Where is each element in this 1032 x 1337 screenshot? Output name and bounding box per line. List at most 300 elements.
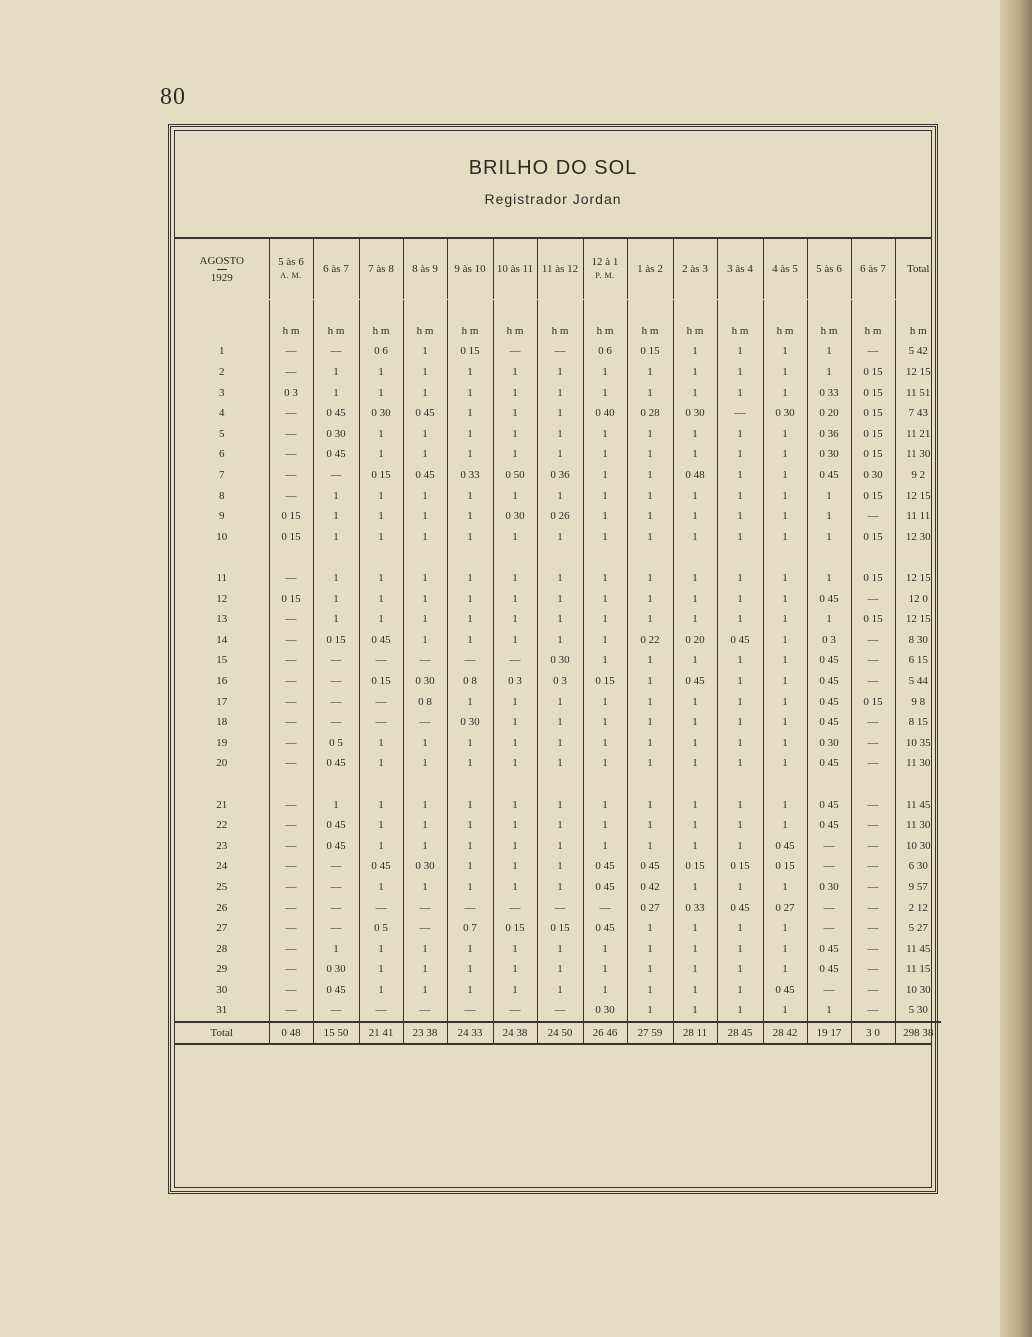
- hour-cell: 0 30: [447, 712, 493, 733]
- units-cell: h m: [673, 321, 717, 342]
- hour-cell: 1: [763, 794, 807, 815]
- month-dash: [217, 269, 227, 270]
- hour-cell: —: [313, 691, 359, 712]
- hour-cell: 1: [673, 753, 717, 774]
- hour-cell: 1: [627, 712, 673, 733]
- hour-cell: 1: [627, 1000, 673, 1022]
- table-row: [175, 691, 941, 712]
- hour-cell: 1: [403, 877, 447, 898]
- hour-cell: 1: [537, 630, 583, 651]
- table-row: [175, 444, 941, 465]
- hour-cell: 1: [673, 382, 717, 403]
- hour-cell: —: [851, 794, 895, 815]
- hour-cell: 1: [313, 794, 359, 815]
- hour-cell: —: [493, 1000, 537, 1022]
- table-row: [175, 424, 941, 445]
- column-header: [583, 239, 627, 300]
- hour-cell: 0 45: [807, 815, 851, 836]
- hour-cell: 1: [447, 444, 493, 465]
- hour-cell: 0 15: [673, 856, 717, 877]
- spacer-cell: [175, 547, 269, 568]
- hour-cell: 1: [359, 444, 403, 465]
- spacer-cell: [807, 774, 851, 795]
- spacer-cell: [493, 300, 537, 321]
- total-cell: 23 38: [403, 1022, 447, 1044]
- hour-cell: 1: [583, 980, 627, 1001]
- hour-cell: —: [269, 671, 313, 692]
- column-header-label: 4 às 5: [772, 262, 798, 275]
- row-total-cell: 2 12: [895, 897, 941, 918]
- spacer-cell: [313, 300, 359, 321]
- day-cell: 16: [216, 674, 228, 687]
- day-cell: 13: [216, 613, 228, 626]
- row-total-cell: 12 30: [895, 527, 941, 548]
- hour-cell: 1: [807, 362, 851, 383]
- hour-cell: —: [807, 980, 851, 1001]
- hour-cell: 1: [537, 959, 583, 980]
- hour-cell: 1: [673, 980, 717, 1001]
- hour-cell: —: [807, 835, 851, 856]
- hour-cell: 1: [359, 980, 403, 1001]
- hour-cell: 1: [493, 382, 537, 403]
- hour-cell: —: [269, 897, 313, 918]
- units-cell: h m: [763, 321, 807, 342]
- day-cell: 1: [219, 345, 225, 358]
- hour-cell: —: [807, 897, 851, 918]
- hour-cell: 0 45: [807, 671, 851, 692]
- hour-cell: —: [447, 650, 493, 671]
- hour-cell: 1: [807, 341, 851, 362]
- hour-cell: 1: [537, 403, 583, 424]
- spacer-cell: [673, 547, 717, 568]
- hour-cell: 0 45: [807, 650, 851, 671]
- hour-cell: —: [269, 712, 313, 733]
- hour-cell: 1: [493, 609, 537, 630]
- hour-cell: 1: [403, 630, 447, 651]
- column-header-label: 8 às 9: [412, 262, 438, 275]
- hour-cell: 0 45: [583, 918, 627, 939]
- hour-cell: 0 3: [537, 671, 583, 692]
- hour-cell: —: [851, 1000, 895, 1022]
- hour-cell: 0 27: [627, 897, 673, 918]
- hour-cell: 1: [717, 835, 763, 856]
- row-total-cell: 11 11: [895, 506, 941, 527]
- hour-cell: 0 6: [583, 341, 627, 362]
- table-row: [175, 527, 941, 548]
- table-row: [175, 382, 941, 403]
- hour-cell: —: [851, 588, 895, 609]
- hour-cell: 1: [359, 506, 403, 527]
- table-title: BRILHO DO SOL: [468, 157, 638, 179]
- spacer-cell: [673, 774, 717, 795]
- year-label: 1929: [210, 271, 233, 284]
- total-cell: 15 50: [313, 1022, 359, 1044]
- hour-cell: 1: [673, 815, 717, 836]
- hour-cell: 0 40: [583, 403, 627, 424]
- hour-cell: 0 36: [807, 424, 851, 445]
- hour-cell: 1: [403, 980, 447, 1001]
- day-cell: 23: [216, 839, 228, 852]
- hour-cell: 0 3: [807, 630, 851, 651]
- hour-cell: 0 45: [313, 835, 359, 856]
- hour-cell: 1: [403, 794, 447, 815]
- sunshine-table: [175, 239, 941, 1043]
- hour-cell: 1: [627, 732, 673, 753]
- hour-cell: 1: [359, 959, 403, 980]
- hour-cell: 1: [627, 959, 673, 980]
- hour-cell: 1: [673, 341, 717, 362]
- hour-cell: 0 42: [627, 877, 673, 898]
- hour-cell: —: [269, 650, 313, 671]
- hour-cell: —: [807, 856, 851, 877]
- spacer-cell: [583, 300, 627, 321]
- column-header-label: 1 às 2: [637, 262, 663, 275]
- hour-cell: 0 20: [807, 403, 851, 424]
- hour-cell: —: [313, 465, 359, 486]
- hour-cell: —: [851, 938, 895, 959]
- hour-cell: —: [269, 485, 313, 506]
- row-total-cell: 11 15: [895, 959, 941, 980]
- hour-cell: 1: [763, 588, 807, 609]
- hour-cell: 1: [763, 650, 807, 671]
- hour-cell: 1: [447, 794, 493, 815]
- units-cell: h m: [359, 321, 403, 342]
- hour-cell: 1: [447, 938, 493, 959]
- hour-cell: 1: [627, 980, 673, 1001]
- hour-cell: —: [493, 897, 537, 918]
- hour-cell: 1: [493, 938, 537, 959]
- spacer-cell: [807, 300, 851, 321]
- hour-cell: 1: [313, 362, 359, 383]
- hour-cell: 1: [627, 568, 673, 589]
- table-row: [175, 959, 941, 980]
- spacer-cell: [763, 300, 807, 321]
- spacer-cell: [447, 774, 493, 795]
- spacer-cell: [851, 300, 895, 321]
- hour-cell: 0 30: [403, 671, 447, 692]
- column-header-label: 10 às 11: [496, 262, 534, 275]
- column-header: [313, 239, 359, 300]
- hour-cell: 0 26: [537, 506, 583, 527]
- hour-cell: —: [313, 877, 359, 898]
- month-label: AGOSTO: [199, 254, 244, 267]
- total-cell: 0 48: [269, 1022, 313, 1044]
- hour-cell: 1: [447, 403, 493, 424]
- hour-cell: 0 45: [627, 856, 673, 877]
- hour-cell: 1: [447, 527, 493, 548]
- table-row: [175, 465, 941, 486]
- hour-cell: 1: [717, 938, 763, 959]
- hour-cell: 1: [403, 732, 447, 753]
- row-total-cell: 9 57: [895, 877, 941, 898]
- hour-cell: 1: [583, 444, 627, 465]
- row-total-cell: 11 30: [895, 753, 941, 774]
- hour-cell: 0 48: [673, 465, 717, 486]
- hour-cell: 0 45: [807, 712, 851, 733]
- hour-cell: —: [717, 403, 763, 424]
- hour-cell: 0 15: [851, 444, 895, 465]
- hour-cell: 1: [583, 485, 627, 506]
- day-cell: 14: [216, 633, 228, 646]
- hour-cell: 1: [493, 794, 537, 815]
- hour-cell: 1: [583, 630, 627, 651]
- day-cell: 29: [216, 963, 228, 976]
- hour-cell: 1: [537, 527, 583, 548]
- hour-cell: 0 30: [807, 877, 851, 898]
- hour-cell: 1: [493, 877, 537, 898]
- column-header-label: 6 às 7: [860, 262, 886, 275]
- day-cell: 24: [216, 860, 228, 873]
- column-header-label: 7 às 8: [368, 262, 394, 275]
- hour-cell: 0 8: [403, 691, 447, 712]
- hour-cell: 0 27: [763, 897, 807, 918]
- hour-cell: —: [583, 897, 627, 918]
- row-total-cell: 11 30: [895, 815, 941, 836]
- total-cell: 3 0: [851, 1022, 895, 1044]
- hour-cell: 1: [537, 980, 583, 1001]
- total-cell: 28 42: [763, 1022, 807, 1044]
- hour-cell: 0 15: [493, 918, 537, 939]
- hour-cell: 0 6: [359, 341, 403, 362]
- units-cell: h m: [895, 321, 941, 342]
- hour-cell: 1: [763, 815, 807, 836]
- total-cell: 298 38: [895, 1022, 941, 1044]
- hour-cell: 1: [717, 918, 763, 939]
- hour-cell: —: [359, 897, 403, 918]
- day-cell: 5: [219, 427, 225, 440]
- hour-cell: 1: [403, 588, 447, 609]
- hour-cell: 0 45: [763, 980, 807, 1001]
- hour-cell: 1: [673, 918, 717, 939]
- hour-cell: 1: [447, 856, 493, 877]
- hour-cell: 1: [537, 753, 583, 774]
- table-row: [175, 650, 941, 671]
- hour-cell: 1: [717, 1000, 763, 1022]
- column-header: [851, 239, 895, 300]
- hour-cell: 1: [717, 671, 763, 692]
- hour-cell: 1: [583, 753, 627, 774]
- hour-cell: 1: [537, 691, 583, 712]
- hour-cell: —: [269, 424, 313, 445]
- hour-cell: 1: [359, 527, 403, 548]
- hour-cell: 0 33: [447, 465, 493, 486]
- spacer-cell: [403, 774, 447, 795]
- spacer-cell: [627, 547, 673, 568]
- spacer-cell: [269, 774, 313, 795]
- table-footer-area: [175, 1043, 931, 1163]
- hour-cell: —: [359, 1000, 403, 1022]
- hour-cell: 1: [537, 568, 583, 589]
- hour-cell: 1: [673, 959, 717, 980]
- units-cell-empty: [175, 321, 269, 342]
- hour-cell: 1: [673, 938, 717, 959]
- hour-cell: —: [269, 341, 313, 362]
- page-edge: [1000, 0, 1032, 1337]
- column-header: [537, 239, 583, 300]
- hour-cell: 1: [583, 732, 627, 753]
- hour-cell: —: [269, 630, 313, 651]
- hour-cell: 1: [493, 485, 537, 506]
- row-total-cell: 5 42: [895, 341, 941, 362]
- units-cell: h m: [807, 321, 851, 342]
- table-row: [175, 794, 941, 815]
- hour-cell: 1: [493, 403, 537, 424]
- hour-cell: 1: [763, 506, 807, 527]
- column-header: [895, 239, 941, 300]
- total-cell: 28 11: [673, 1022, 717, 1044]
- hour-cell: 1: [763, 382, 807, 403]
- hour-cell: —: [403, 712, 447, 733]
- spacer-cell: [627, 774, 673, 795]
- hour-cell: 1: [673, 835, 717, 856]
- hour-cell: 1: [627, 650, 673, 671]
- hour-cell: —: [537, 897, 583, 918]
- spacer-cell: [717, 300, 763, 321]
- page-number: 80: [160, 84, 186, 110]
- spacer-cell: [313, 547, 359, 568]
- day-cell: 19: [216, 736, 228, 749]
- hour-cell: 0 5: [359, 918, 403, 939]
- hour-cell: 1: [807, 568, 851, 589]
- hour-cell: 0 45: [583, 877, 627, 898]
- spacer-cell: [537, 547, 583, 568]
- row-total-cell: 12 15: [895, 362, 941, 383]
- hour-cell: —: [313, 1000, 359, 1022]
- hour-cell: 1: [627, 444, 673, 465]
- table-subtitle: Registrador Jordan: [484, 191, 622, 207]
- hour-cell: —: [493, 341, 537, 362]
- hour-cell: 0 15: [851, 691, 895, 712]
- hour-cell: 1: [403, 424, 447, 445]
- hour-cell: —: [269, 753, 313, 774]
- hour-cell: 0 45: [807, 938, 851, 959]
- column-header: [403, 239, 447, 300]
- hour-cell: —: [851, 980, 895, 1001]
- hour-cell: 1: [537, 609, 583, 630]
- hour-cell: 1: [627, 465, 673, 486]
- hour-cell: 0 45: [313, 980, 359, 1001]
- day-cell: 22: [216, 819, 228, 832]
- hour-cell: 1: [537, 712, 583, 733]
- hour-cell: —: [269, 980, 313, 1001]
- hour-cell: —: [403, 1000, 447, 1022]
- total-cell: 24 33: [447, 1022, 493, 1044]
- hour-cell: 1: [447, 959, 493, 980]
- spacer-cell: [313, 774, 359, 795]
- hour-cell: 0 36: [537, 465, 583, 486]
- hour-cell: —: [269, 918, 313, 939]
- hour-cell: 1: [537, 794, 583, 815]
- hour-cell: 1: [717, 815, 763, 836]
- hour-cell: —: [403, 650, 447, 671]
- hour-cell: 1: [447, 753, 493, 774]
- hour-cell: 0 45: [313, 815, 359, 836]
- spacer-cell: [627, 300, 673, 321]
- hour-cell: 1: [583, 506, 627, 527]
- hour-cell: 0 15: [269, 588, 313, 609]
- hour-cell: —: [851, 753, 895, 774]
- hour-cell: 1: [627, 527, 673, 548]
- row-total-cell: 5 27: [895, 918, 941, 939]
- hour-cell: 1: [583, 609, 627, 630]
- hour-cell: —: [313, 856, 359, 877]
- hour-cell: —: [851, 959, 895, 980]
- hour-cell: —: [851, 732, 895, 753]
- column-header: [493, 239, 537, 300]
- hour-cell: 1: [537, 362, 583, 383]
- spacer-cell: [851, 547, 895, 568]
- hour-cell: 0 3: [493, 671, 537, 692]
- hour-cell: —: [269, 732, 313, 753]
- hour-cell: 1: [493, 712, 537, 733]
- hour-cell: —: [313, 918, 359, 939]
- hour-cell: 1: [807, 485, 851, 506]
- hour-cell: 1: [763, 1000, 807, 1022]
- hour-cell: 0 45: [403, 403, 447, 424]
- row-total-cell: 11 45: [895, 794, 941, 815]
- hour-cell: —: [807, 918, 851, 939]
- hour-cell: —: [851, 877, 895, 898]
- hour-cell: 0 45: [763, 835, 807, 856]
- hour-cell: 1: [717, 362, 763, 383]
- hour-cell: 0 15: [447, 341, 493, 362]
- decade-gap-row: [175, 774, 941, 795]
- hour-cell: 1: [493, 588, 537, 609]
- hour-cell: 1: [359, 815, 403, 836]
- hour-cell: 1: [537, 382, 583, 403]
- hour-cell: 1: [627, 506, 673, 527]
- table-row: [175, 588, 941, 609]
- total-cell: 27 59: [627, 1022, 673, 1044]
- column-header-label: 6 às 7: [323, 262, 349, 275]
- hour-cell: 1: [359, 424, 403, 445]
- hour-cell: 0 5: [313, 732, 359, 753]
- hour-cell: 1: [673, 650, 717, 671]
- hour-cell: 1: [403, 444, 447, 465]
- hour-cell: 1: [359, 362, 403, 383]
- hour-cell: —: [269, 959, 313, 980]
- row-total-cell: 11 51: [895, 382, 941, 403]
- hour-cell: —: [269, 609, 313, 630]
- row-total-cell: 8 30: [895, 630, 941, 651]
- hour-cell: 0 45: [717, 897, 763, 918]
- table-row: [175, 815, 941, 836]
- day-cell: 27: [216, 922, 228, 935]
- hour-cell: 0 20: [673, 630, 717, 651]
- hour-cell: 1: [673, 691, 717, 712]
- hour-cell: —: [537, 1000, 583, 1022]
- hour-cell: 1: [673, 794, 717, 815]
- hour-cell: 1: [359, 382, 403, 403]
- hour-cell: 1: [583, 424, 627, 445]
- day-cell: 20: [216, 757, 228, 770]
- hour-cell: 1: [763, 568, 807, 589]
- column-header: [627, 239, 673, 300]
- day-cell: 28: [216, 942, 228, 955]
- hour-cell: 1: [493, 753, 537, 774]
- spacer-cell: [493, 547, 537, 568]
- column-header: [269, 239, 313, 300]
- table-frame: [168, 124, 938, 1194]
- day-cell: 4: [219, 407, 225, 420]
- hour-cell: 0 45: [359, 630, 403, 651]
- hour-cell: 1: [313, 506, 359, 527]
- hour-cell: 1: [359, 753, 403, 774]
- spacer-cell: [537, 774, 583, 795]
- hour-cell: 1: [493, 444, 537, 465]
- hour-cell: 1: [447, 382, 493, 403]
- day-cell: 17: [216, 695, 228, 708]
